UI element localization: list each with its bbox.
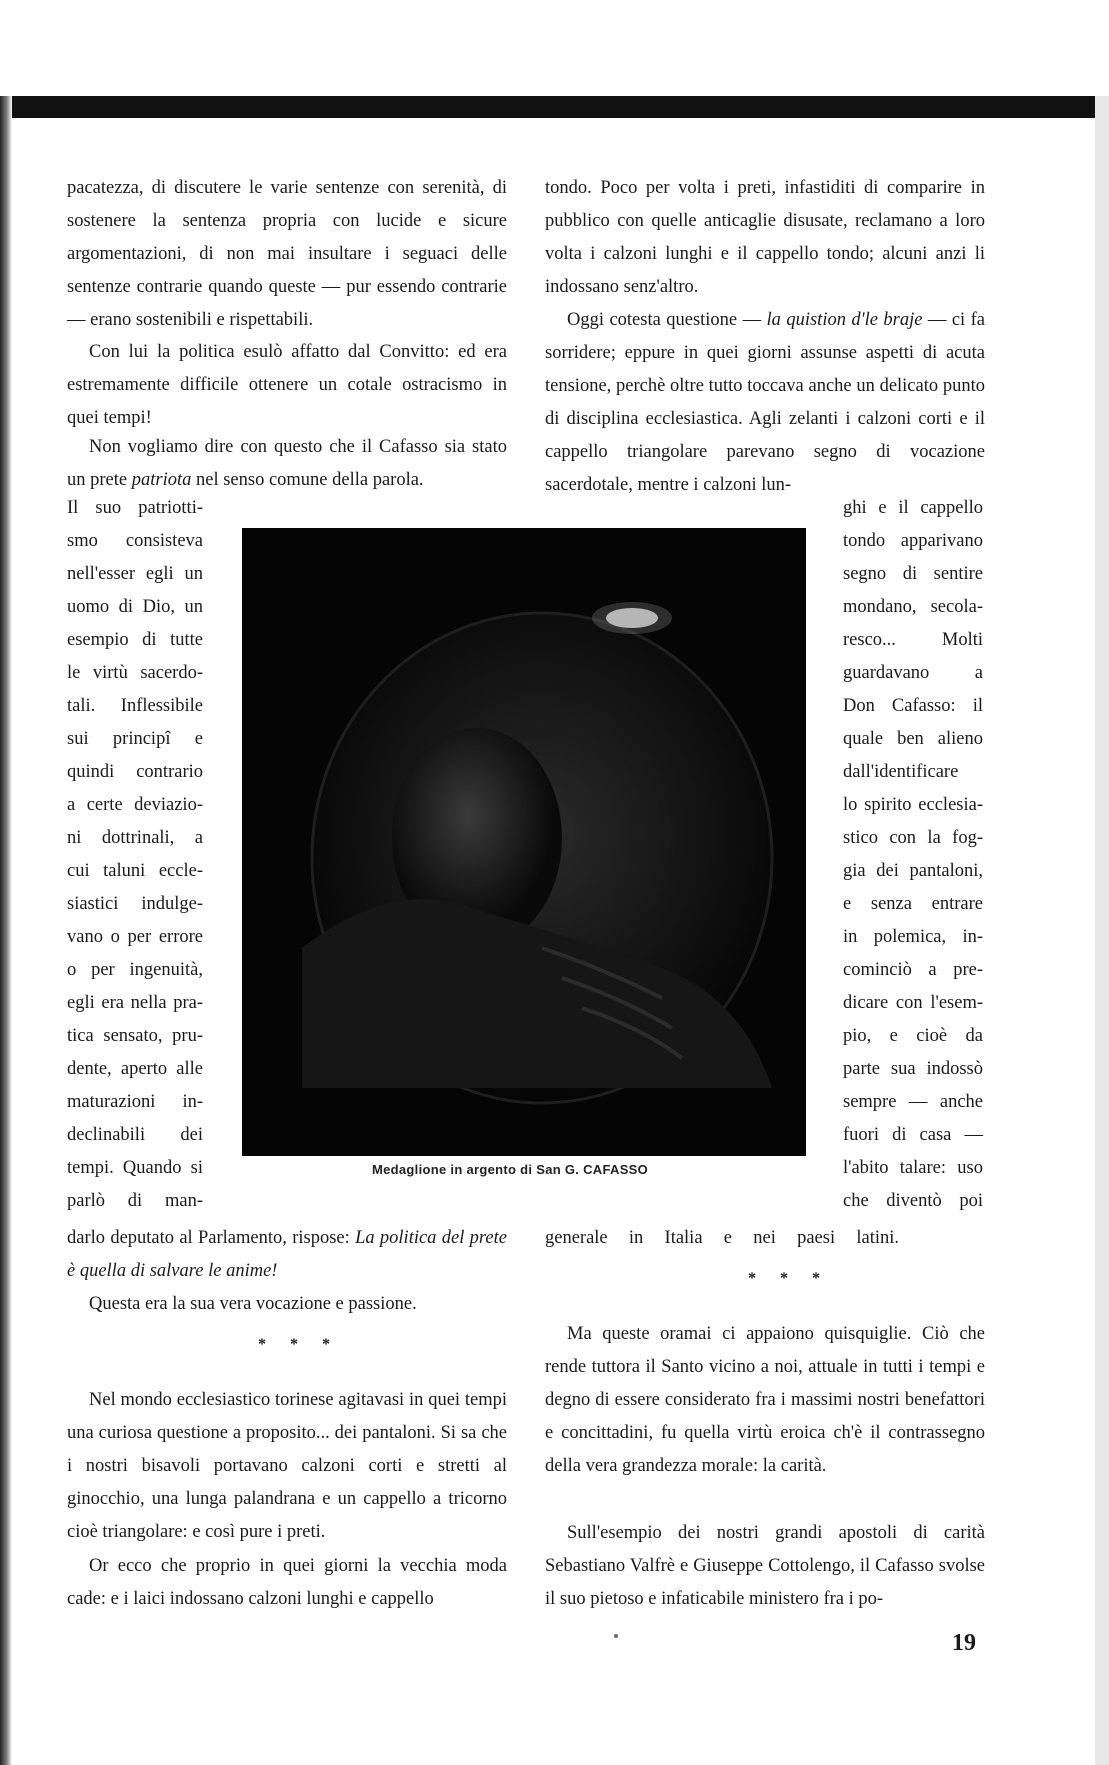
text-line: tondo apparivano bbox=[843, 531, 983, 551]
text-line: dente, aperto alle bbox=[67, 1059, 203, 1079]
text-line: parlò di man- bbox=[67, 1191, 203, 1211]
text-line: parte sua indossò bbox=[843, 1059, 983, 1079]
text-line: lo spirito ecclesia- bbox=[843, 795, 983, 815]
text-line: le virtù sacerdo- bbox=[67, 663, 203, 683]
text-line: ni dottrinali, a bbox=[67, 828, 203, 848]
text-line: vano o per errore bbox=[67, 927, 203, 947]
text-run: — ci fa sorridere; eppure in quei giorni assunse aspetti di acuta tensione, perchè oltre tutto toccava anche un delicato punto di disciplina ecclesiastica. Agli zelanti i calzoni corti e il cappello triangolare parevano segno di vocazione sacerdotale, mentre i calzoni lun- bbox=[545, 310, 985, 495]
medallion-illustration bbox=[242, 528, 806, 1156]
left-bottom-paragraph-1: Nel mondo ecclesiastico torinese agitavasi in quei tempi una curiosa questione a proposito... dei pantaloni. Si sa che i nostri bisavoli portavano calzoni corti e stretti al ginocchio, una lunga palandrana e un cappello a tricorno cioè triangolare: e così pure i preti. bbox=[67, 1390, 507, 1542]
text-line: dall'identificare bbox=[843, 762, 959, 782]
text-line: dicare con l'esem- bbox=[843, 993, 983, 1013]
text-line: tica sensato, pru- bbox=[67, 1026, 203, 1046]
text-line: egli era nella pra- bbox=[67, 993, 203, 1013]
text-line: mondano, secola- bbox=[843, 597, 983, 617]
text-line: tali. Inflessibile bbox=[67, 696, 203, 716]
print-dot bbox=[614, 1634, 618, 1638]
page-right-edge bbox=[1095, 96, 1109, 1765]
text-run: darlo deputato al Parlamento, rispose: bbox=[67, 1228, 356, 1248]
text-line: tempi. Quando si bbox=[67, 1158, 203, 1178]
text-line: stico con la fog- bbox=[843, 828, 983, 848]
left-bottom-paragraph-2: Or ecco che proprio in quei giorni la vecchia moda cade: e i laici indossano calzoni lunghi e cappello bbox=[67, 1556, 507, 1609]
left-quote-line bbox=[67, 1222, 507, 1288]
left-paragraph-3 bbox=[67, 431, 507, 497]
text-line: segno di sentire bbox=[843, 564, 983, 584]
text-line: cui taluni eccle- bbox=[67, 861, 203, 881]
text-line: uomo di Dio, un bbox=[67, 597, 203, 617]
right-after-line: generale in Italia e nei paesi latini. bbox=[545, 1228, 899, 1248]
text-line: e senza entrare bbox=[843, 894, 983, 914]
top-margin bbox=[0, 0, 1109, 96]
right-bottom-paragraph-2: Sull'esempio dei nostri grandi apostoli di carità Sebastiano Valfrè e Giuseppe Cottolengo, il Cafasso svolse il suo pietoso e infaticabile ministero fra i po- bbox=[545, 1523, 985, 1609]
left-vocazione: Questa era la sua vera vocazione e passione. bbox=[89, 1294, 417, 1314]
section-separator-right: * * * bbox=[748, 1270, 830, 1287]
page-binding-shadow bbox=[0, 96, 12, 1765]
text-line: cominciò a pre- bbox=[843, 960, 983, 980]
text-line: Don Cafasso: il bbox=[843, 696, 983, 716]
page-number: 19 bbox=[952, 1630, 976, 1656]
text-line: a certe deviazio- bbox=[67, 795, 203, 815]
left-narrow-column bbox=[67, 492, 203, 1218]
text-line: quale ben alieno bbox=[843, 729, 983, 749]
italic-quote: La politica del prete è quella di salvare le anime! bbox=[67, 1228, 507, 1281]
text-line: siastici indulge- bbox=[67, 894, 203, 914]
text-run: Oggi cotesta questione — bbox=[567, 310, 767, 330]
left-paragraph-1: pacatezza, di discutere le varie sentenze con serenità, di sostenere la sentenza propria con lucide e sicure argomentazioni, di non mai insultare i seguaci delle sentenze contrarie quando queste — pur essendo contrarie — erano sostenibili e rispettabili. bbox=[67, 178, 507, 330]
text-line: fuori di casa — bbox=[843, 1125, 983, 1145]
text-line: sui principî e bbox=[67, 729, 203, 749]
right-narrow-column bbox=[843, 492, 983, 1218]
text-line: Il suo patriotti- bbox=[67, 498, 203, 518]
text-line: guardavano a bbox=[843, 663, 983, 683]
text-line: smo consisteva bbox=[67, 531, 203, 551]
text-line: l'abito talare: uso bbox=[843, 1158, 983, 1178]
text-line: resco... Molti bbox=[843, 630, 983, 650]
left-paragraph-2: Con lui la politica esulò affatto dal Convitto: ed era estremamente difficile ottenere un cotale ostracismo in quei tempi! bbox=[67, 342, 507, 428]
text-line: quindi contrario bbox=[67, 762, 203, 782]
text-run: Non vogliamo dire con questo che il Cafasso sia stato un prete bbox=[67, 437, 507, 490]
text-run: nel senso comune della parola. bbox=[191, 470, 424, 490]
text-line: o per ingenuità, bbox=[67, 960, 203, 980]
italic-run: patriota bbox=[131, 470, 192, 490]
text-line: pio, e cioè da bbox=[843, 1026, 983, 1046]
text-line: che diventò poi bbox=[843, 1191, 983, 1211]
text-line: sempre — anche bbox=[843, 1092, 983, 1112]
text-line: gia dei pantaloni, bbox=[843, 861, 983, 881]
italic-run: la quistion d'le braje bbox=[766, 310, 923, 330]
right-paragraph-2 bbox=[545, 304, 985, 502]
text-line: maturazioni in- bbox=[67, 1092, 203, 1112]
right-paragraph-1: tondo. Poco per volta i preti, infastiditi di comparire in pubblico con quelle anticaglie disusate, reclamano a loro volta i calzoni lunghi e il cappello tondo; alcuni anzi li indossano senz'altro. bbox=[545, 178, 985, 297]
section-separator-left: * * * bbox=[258, 1336, 340, 1353]
right-bottom-paragraph-1: Ma queste oramai ci appaiono quisquiglie. Ciò che rende tuttora il Santo vicino a noi, attuale in tutti i tempi e degno di essere considerato fra i massimi nostri benefattori e concittadini, fu quella virtù eroica ch'è il contrassegno della vera grandezza morale: la carità. bbox=[545, 1324, 985, 1476]
text-line: declinabili dei bbox=[67, 1125, 203, 1145]
text-line: in polemica, in- bbox=[843, 927, 983, 947]
photo-caption: Medaglione in argento di San G. CAFASSO bbox=[372, 1162, 649, 1177]
text-line: ghi e il cappello bbox=[843, 498, 983, 518]
medallion-photo bbox=[242, 528, 806, 1156]
text-line: esempio di tutte bbox=[67, 630, 203, 650]
top-black-band bbox=[0, 96, 1109, 118]
text-line: nell'esser egli un bbox=[67, 564, 203, 584]
